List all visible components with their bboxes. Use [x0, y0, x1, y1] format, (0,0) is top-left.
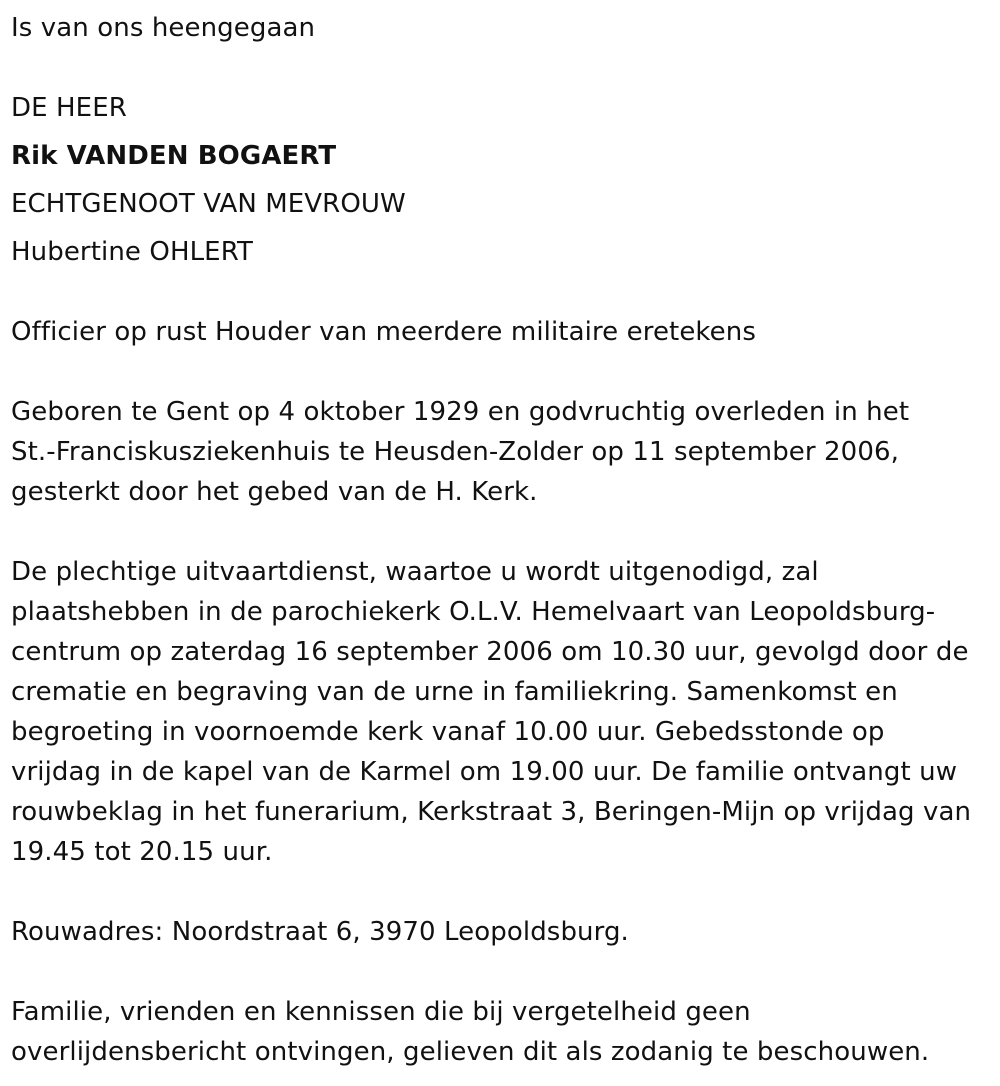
paragraph-line: overlijdensbericht ontvingen, gelieven dit als zodanig te beschouwen. [11, 1037, 930, 1067]
funeral-paragraph [11, 552, 1000, 872]
intro-text: Is van ons heengegaan [11, 13, 316, 43]
mourning-address: Rouwadres: Noordstraat 6, 3970 Leopoldsburg. [11, 917, 629, 947]
occupation-text: Officier op rust Houder van meerdere militaire eretekens [11, 317, 756, 347]
paragraph-line: Familie, vrienden en kennissen die bij vergetelheid geen [11, 997, 751, 1027]
birth-death-paragraph [11, 392, 1000, 512]
spouse-label: ECHTGENOOT VAN MEVROUW [11, 189, 406, 219]
paragraph-line: plaatshebben in de parochiekerk O.L.V. Hemelvaart van Leopoldsburg- [11, 597, 936, 627]
spacer [11, 872, 1000, 912]
paragraph-line: centrum op zaterdag 16 september 2006 om 10.30 uur, gevolgd door de [11, 637, 969, 667]
title-prefix: DE HEER [11, 93, 127, 123]
spacer [11, 352, 1000, 392]
spacer [11, 512, 1000, 552]
spacer [11, 48, 1000, 88]
paragraph-line: gesterkt door het gebed van de H. Kerk. [11, 477, 538, 507]
paragraph-line: De plechtige uitvaartdienst, waartoe u wordt uitgenodigd, zal [11, 557, 819, 587]
paragraph-line: Geboren te Gent op 4 oktober 1929 en godvruchtig overleden in het [11, 397, 910, 427]
spouse-name: Hubertine OHLERT [11, 237, 253, 267]
paragraph-line: crematie en begraving van de urne in familiekring. Samenkomst en [11, 677, 898, 707]
spacer [11, 272, 1000, 312]
paragraph-line: begroeting in voornoemde kerk vanaf 10.00 uur. Gebedsstonde op [11, 717, 885, 747]
deceased-name [11, 136, 1000, 176]
paragraph-line: St.-Franciskusziekenhuis te Heusden-Zolder op 11 september 2006, [11, 437, 899, 467]
paragraph-line: vrijdag in de kapel van de Karmel om 19.00 uur. De familie ontvangt uw [11, 757, 958, 787]
deceased-name-text: Rik VANDEN BOGAERT [11, 141, 337, 171]
paragraph-line: rouwbeklag in het funerarium, Kerkstraat 3, Beringen-Mijn op vrijdag van [11, 797, 972, 827]
spacer [11, 952, 1000, 992]
paragraph-line: 19.45 tot 20.15 uur. [11, 837, 273, 867]
closing-paragraph [11, 992, 1000, 1072]
